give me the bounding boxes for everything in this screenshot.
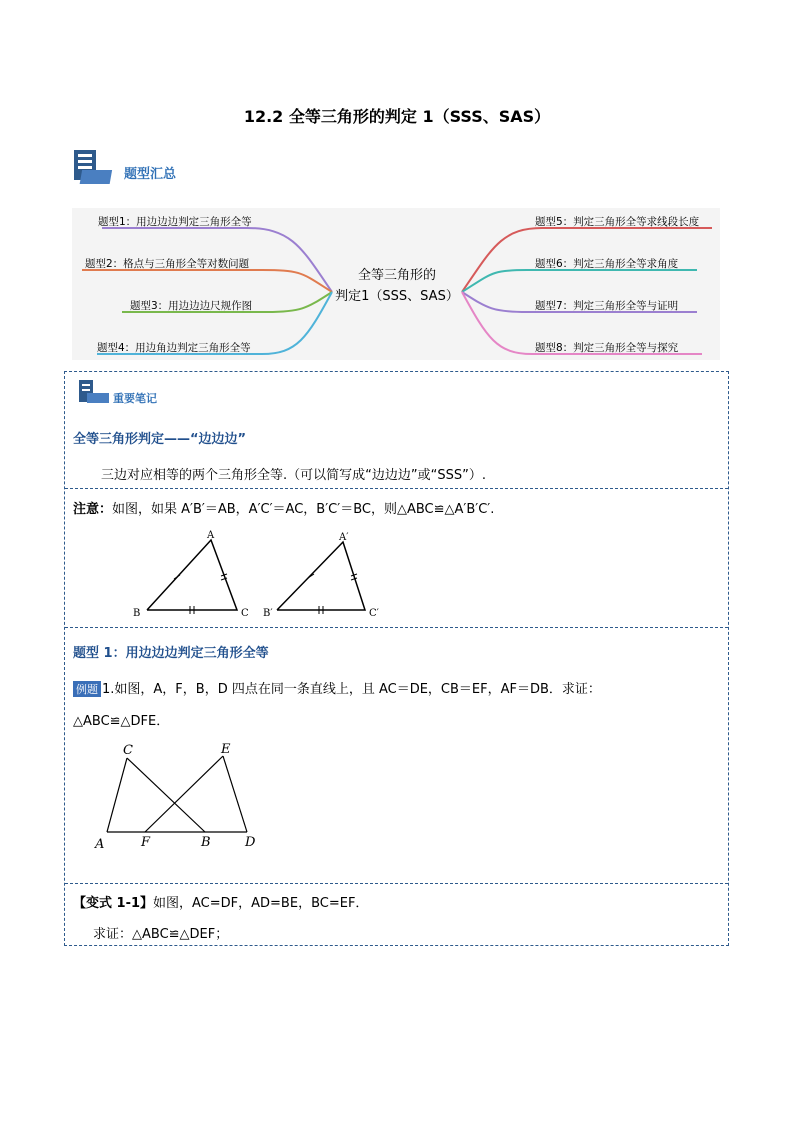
- label-B-prime: B′: [263, 608, 273, 619]
- note-text: 如图，如果 A′B′＝AB，A′C′＝AC，B′C′＝BC，则△ABC≌△A′B′C′.: [112, 502, 495, 517]
- mindmap-center: [332, 265, 462, 319]
- mindmap-item-6: 题型6：判定三角形全等求角度: [535, 258, 679, 270]
- notes-icon: [77, 378, 111, 406]
- summary-header: [72, 148, 182, 188]
- variant-text: 如图，AC=DF，AD=BE，BC=EF．: [153, 896, 369, 911]
- note-line: [73, 498, 494, 517]
- mindmap-item-7: 题型7：判定三角形全等与证明: [535, 300, 679, 312]
- notes-box: [64, 371, 729, 946]
- type1-title: 题型 1：用边边边判定三角形全等: [73, 646, 269, 661]
- variant-line: [73, 892, 368, 911]
- notes-label: 重要笔记: [113, 392, 157, 405]
- divider: [65, 488, 728, 489]
- variant-label: 【变式 1-1】: [73, 896, 154, 911]
- fig-E: E: [221, 742, 231, 757]
- example-tag: 例题: [73, 681, 101, 697]
- fig-A: A: [95, 837, 105, 852]
- summary-label: 题型汇总: [124, 167, 177, 182]
- center-line2: 判定1（SSS、SAS）: [335, 289, 459, 304]
- fig-D: D: [245, 835, 256, 850]
- divider: [65, 883, 728, 884]
- example-line: [73, 678, 601, 697]
- triangles-figure: [125, 528, 425, 624]
- sss-text: 三边对应相等的两个三角形全等.（可以简写成“边边边”或“SSS”）.: [101, 468, 486, 483]
- label-A-prime: A′: [339, 532, 349, 543]
- fig-C: C: [123, 743, 133, 758]
- divider: [65, 627, 728, 628]
- mindmap-item-2: 题型2：格点与三角形全等对数问题: [85, 258, 250, 270]
- page-title: 12.2 全等三角形的判定 1（SSS、SAS）: [243, 107, 551, 126]
- fig-B: B: [201, 835, 211, 850]
- example-text: 1.如图，A，F，B，D 四点在同一条直线上，且 AC＝DE，CB＝EF，AF＝DB．求证：: [102, 682, 601, 697]
- mindmap-item-8: 题型8：判定三角形全等与探究: [535, 342, 679, 354]
- sss-title: 全等三角形判定——“边边边”: [73, 432, 247, 447]
- mindmap: [72, 208, 720, 360]
- mindmap-item-1: 题型1：用边边边判定三角形全等: [98, 216, 252, 228]
- center-line1: 全等三角形的: [357, 268, 436, 283]
- label-B: B: [133, 608, 141, 619]
- variant-prove: 求证：△ABC≌△DEF；: [93, 927, 229, 942]
- label-C: C: [241, 608, 249, 619]
- note-label: 注意：: [73, 502, 113, 517]
- mindmap-item-5: 题型5：判定三角形全等求线段长度: [535, 216, 700, 228]
- mindmap-item-3: 题型3：用边边边尺规作图: [130, 300, 253, 312]
- example-figure: [89, 742, 269, 852]
- label-C-prime: C′: [369, 608, 379, 619]
- label-A: A: [207, 530, 215, 541]
- fig-F: F: [141, 835, 151, 850]
- mindmap-item-4: 题型4：用边角边判定三角形全等: [97, 342, 251, 354]
- example-text2: △ABC≌△DFE．: [73, 714, 170, 729]
- book-icon: [72, 148, 120, 188]
